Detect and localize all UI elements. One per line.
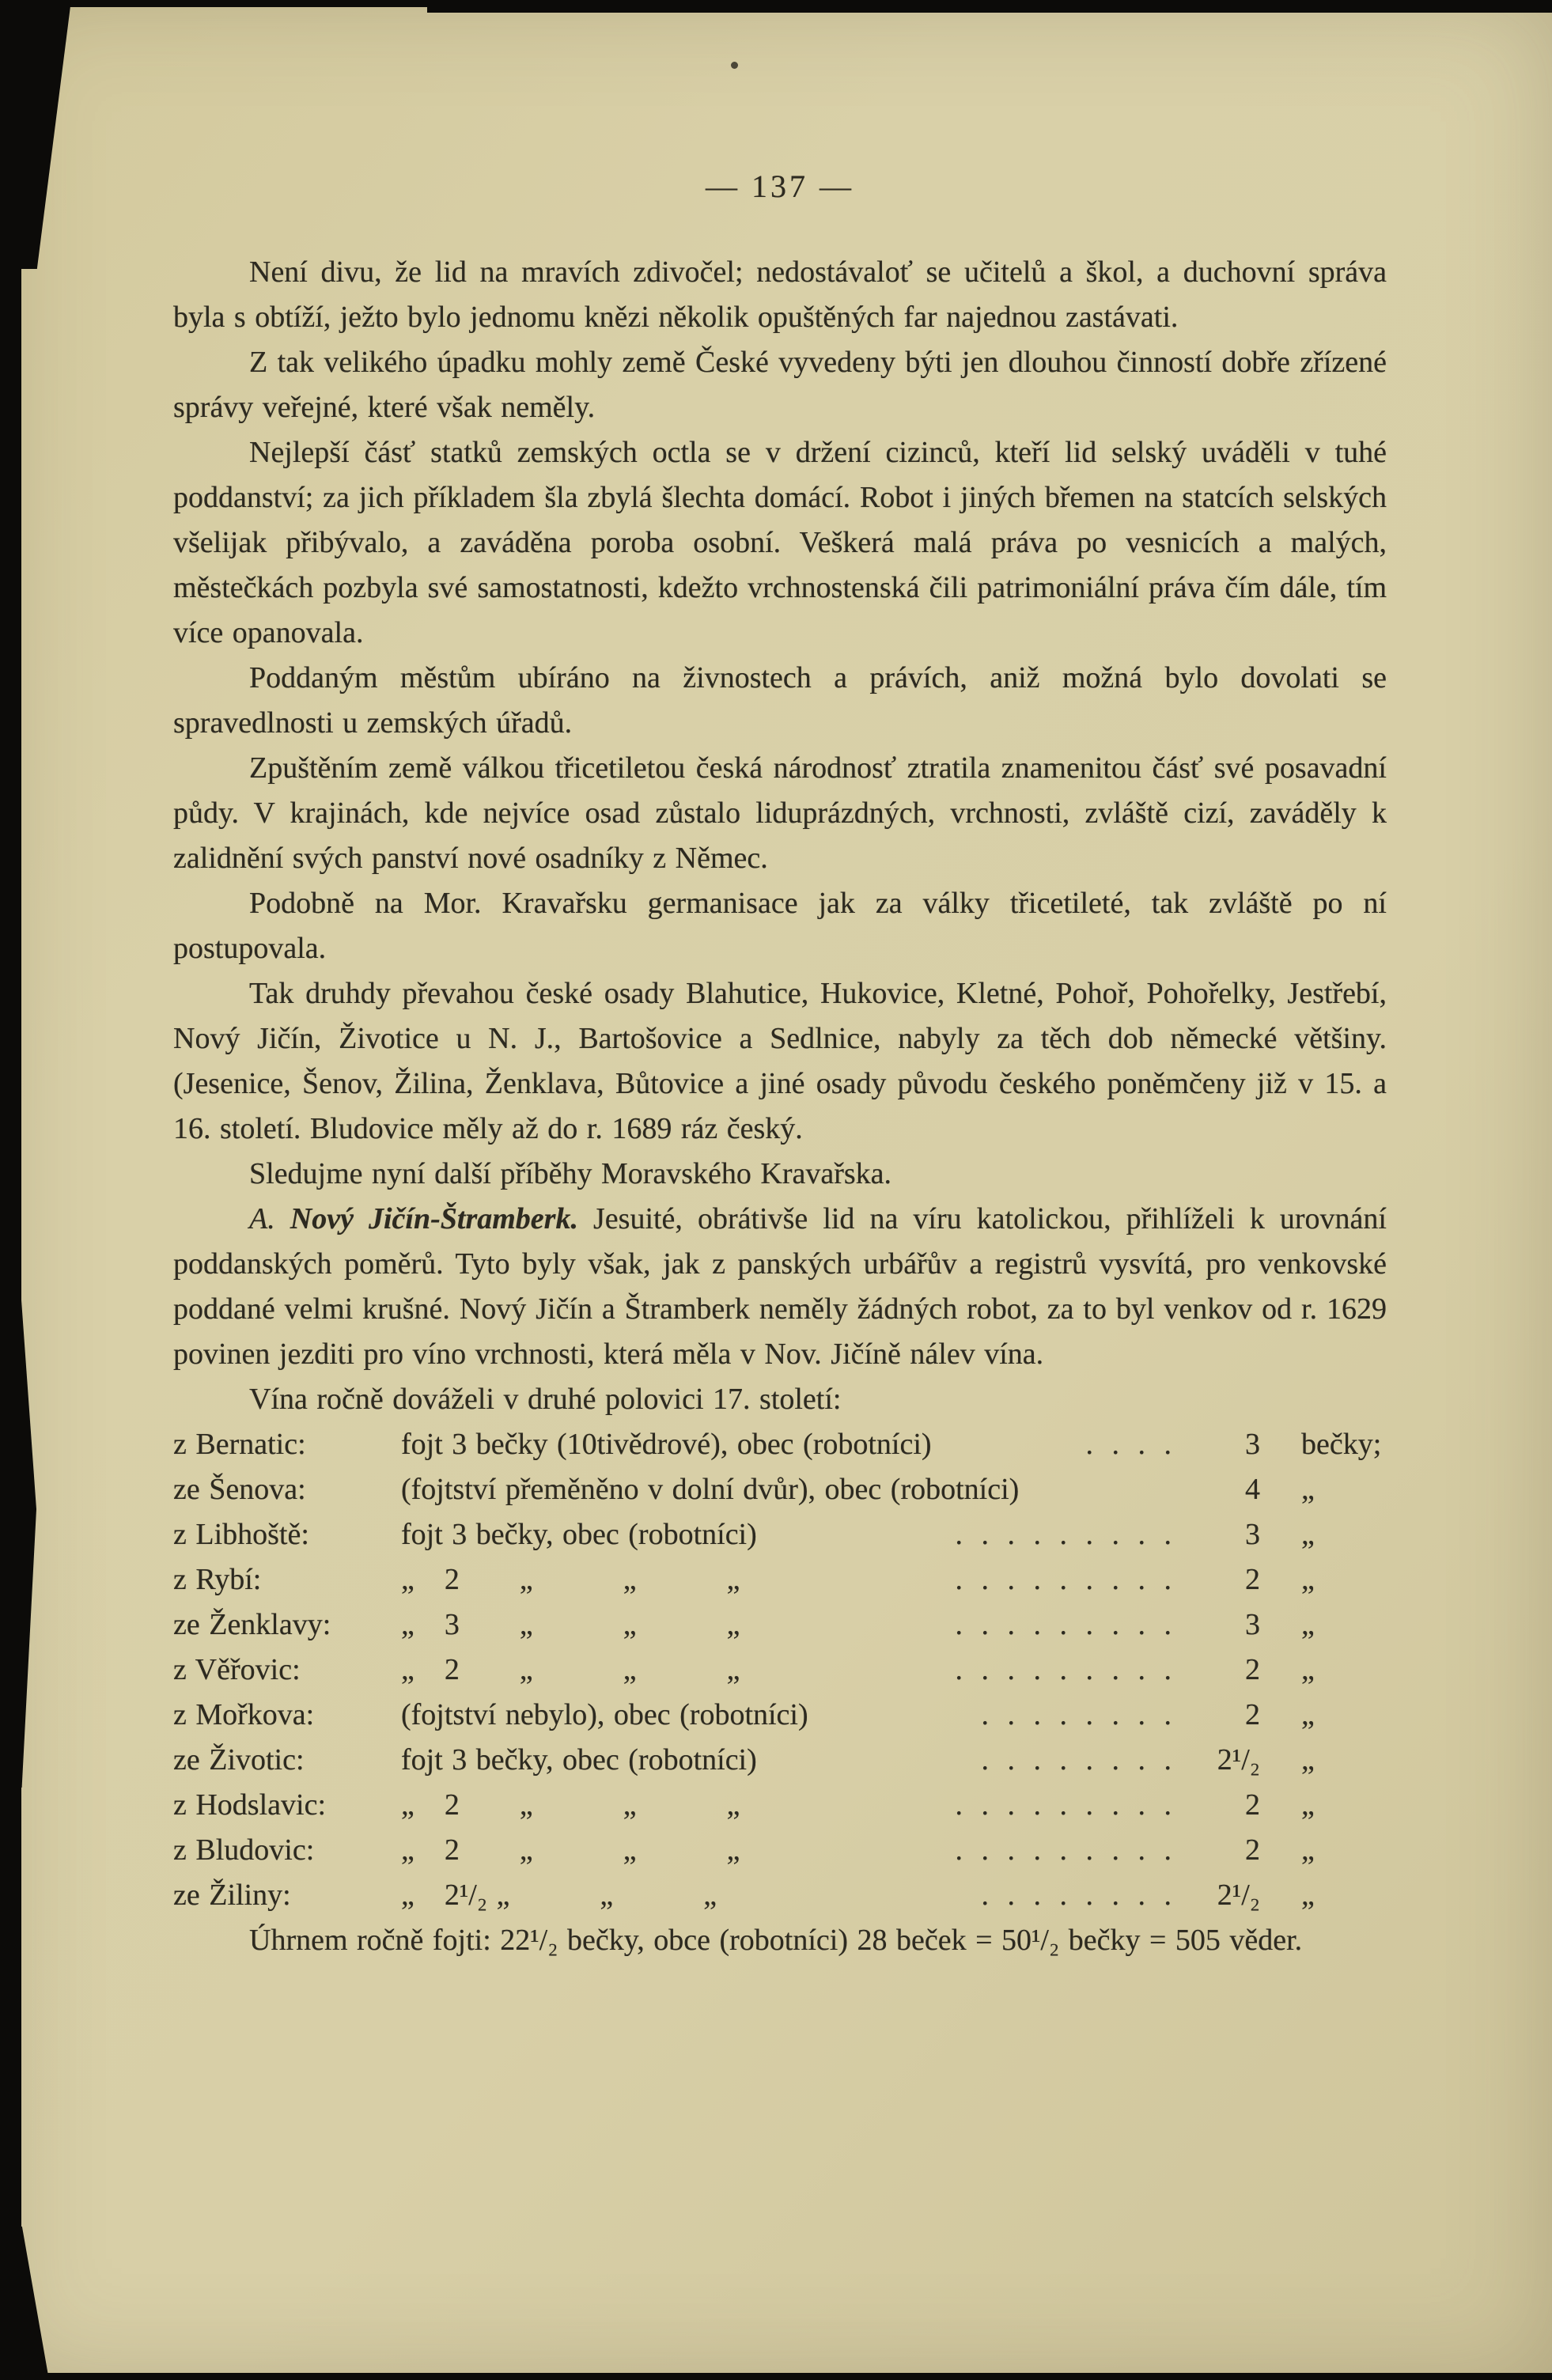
ink-speck <box>731 62 738 69</box>
wine-row-desc: fojt 3 bečky, obec (robotníci) <box>401 1518 757 1551</box>
wine-row-unit: „ <box>1301 1608 1315 1641</box>
wine-row-amount: 2 <box>1245 1563 1260 1596</box>
wine-row-desc: (fojtství přeměněno v dolní dvůr), obec (robotníci) <box>401 1473 1020 1506</box>
wine-row-unit: „ <box>1301 1788 1315 1822</box>
wine-row-amount: 3 <box>1245 1518 1260 1551</box>
wine-row-dots-leader: . . . . . . . . . <box>955 1563 1176 1596</box>
paragraph-2: Z tak velikého úpadku mohly země České vyvedeny býti jen dlouhou činností dobře zřízené správy veřejné, které však neměly. <box>173 346 1387 424</box>
wine-row-dots-leader: . . . . . . . . <box>981 1698 1176 1731</box>
wine-row-desc: fojt 3 bečky, obec (robotníci) <box>401 1743 757 1776</box>
wine-row-unit: „ <box>1301 1518 1315 1551</box>
wine-row-dots-leader: . . . . . . . . <box>981 1743 1176 1776</box>
scan-edge-left-middle <box>0 1281 36 1788</box>
wine-row-place: z Mořkova: <box>173 1698 315 1731</box>
wine-row-place: z Věřovic: <box>173 1653 301 1686</box>
wine-row-place: ze Šenova: <box>173 1473 306 1506</box>
wine-row <box>173 1738 1387 1783</box>
wine-row-place: z Bludovic: <box>173 1833 315 1867</box>
wine-row-place: ze Ženklavy: <box>173 1608 331 1641</box>
wine-row <box>173 1602 1387 1648</box>
wine-row-amount: 2 <box>1245 1788 1260 1822</box>
wine-row-unit: „ <box>1301 1743 1315 1776</box>
wine-row-amount: 2 <box>1245 1698 1260 1731</box>
wine-row <box>173 1467 1387 1512</box>
wine-list-intro: Vína ročně dováželi v druhé polovici 17. století: <box>249 1383 842 1416</box>
section-text: Jesuité, obrátivše lid na víru katolickou, přihlíželi k urovnání poddanských poměrů. Tyto byly však, jak z panských urbářův a registrů vysvítá, pro venkovské poddané velmi krušné. Nový Jičín a Štramberk neměly žádných robot, za to byl venkov od r. 1629 povinen jezditi pro víno vrchnosti, která měla v Nov. Jičíně nálev vína. <box>173 1202 1387 1371</box>
wine-row-unit: „ <box>1301 1563 1315 1596</box>
paragraph-5: Zpuštěním země válkou třicetiletou česká národnosť ztratila znamenitou čásť své posavadní půdy. V krajinách, kde nejvíce osad zůstalo liduprázdných, vrchnosti, zvláště cizí, zaváděly k zalidnění svých panství nové osadníky z Němec. <box>173 751 1387 875</box>
paragraph-4: Poddaným městům ubíráno na živnostech a právích, aniž možná bylo dovolati se spravedlnosti u zemských úřadů. <box>173 661 1387 740</box>
wine-row-desc: „ 2 „ „ „ <box>401 1653 740 1686</box>
wine-row-dots-leader: . . . . <box>1085 1428 1176 1461</box>
wine-row-desc: „ 2 „ „ „ <box>401 1563 740 1596</box>
wine-row-amount: 2¹/₂ <box>1217 1743 1260 1776</box>
wine-row-desc: (fojtství nebylo), obec (robotníci) <box>401 1698 808 1731</box>
paragraph-8: Sledujme nyní další příběhy Moravského Kravařska. <box>249 1157 892 1190</box>
paragraph-7: Tak druhdy převahou české osady Blahutice, Hukovice, Kletné, Pohoř, Pohořelky, Jestřebí, Nový Jičín, Životice u N. J., Bartošovice a Sedlnice, nabyly za těch dob německé většiny. (Jesenice, Šenov, Žilina, Ženklava, Bůtovice a jiné osady původu českého poněmčeny již v 15. a 16. století. Bludovice měly až do r. 1689 ráz český. <box>173 977 1387 1145</box>
section-heading-paragraph <box>173 1197 1387 1377</box>
scan-edge-top-right <box>427 0 1552 13</box>
wine-row-place: z Libhoště: <box>173 1518 309 1551</box>
scan-edge-left-top <box>0 0 71 269</box>
wine-row <box>173 1422 1387 1467</box>
scan-edge-left-bottom <box>0 2227 49 2380</box>
wine-row-amount: 2¹/₂ <box>1217 1879 1260 1912</box>
wine-row <box>173 1512 1387 1557</box>
page-number: — 137 — <box>706 168 854 204</box>
wine-row-unit: bečky; <box>1301 1428 1382 1461</box>
wine-row <box>173 1873 1387 1918</box>
wine-list-summary: Úhrnem ročně fojti: 22¹/₂ bečky, obce (robotníci) 28 beček = 50¹/₂ bečky = 505 věder. <box>249 1924 1303 1957</box>
wine-row-place: ze Žiliny: <box>173 1879 291 1912</box>
wine-row-place: z Rybí: <box>173 1563 262 1596</box>
wine-row-dots-leader: . . . . . . . . . <box>955 1653 1176 1686</box>
wine-row-desc: „ 2 „ „ „ <box>401 1833 740 1867</box>
wine-row-unit: „ <box>1301 1473 1315 1506</box>
wine-row-desc: „ 2 „ „ „ <box>401 1788 740 1822</box>
wine-row-amount: 2 <box>1245 1833 1260 1867</box>
wine-row-unit: „ <box>1301 1879 1315 1912</box>
paragraph-1: Není divu, že lid na mravích zdivočel; nedostávaloť se učitelů a škol, a duchovní správa byla s obtíží, ježto bylo jednomu knězi několik opuštěných far najednou zastávati. <box>173 255 1387 334</box>
scan-edge-bottom <box>0 2373 1552 2380</box>
section-letter: A. <box>249 1202 290 1235</box>
wine-row-unit: „ <box>1301 1698 1315 1731</box>
wine-row-dots-leader: . . . . . . . . . <box>955 1518 1176 1551</box>
wine-row-amount: 4 <box>1245 1473 1260 1506</box>
wine-row-unit: „ <box>1301 1653 1315 1686</box>
wine-row-desc: fojt 3 bečky (10tivědrové), obec (robotníci) <box>401 1428 932 1461</box>
wine-row-desc: „ 3 „ „ „ <box>401 1608 740 1641</box>
wine-row-place: z Bernatic: <box>173 1428 306 1461</box>
wine-row-dots-leader: . . . . . . . . . <box>955 1608 1176 1641</box>
wine-row <box>173 1783 1387 1828</box>
wine-row-place: ze Životic: <box>173 1743 305 1776</box>
wine-row <box>173 1693 1387 1738</box>
wine-row-dots-leader: . . . . . . . . <box>981 1879 1176 1912</box>
wine-list <box>173 1422 1387 1918</box>
paragraphs <box>173 250 1387 1197</box>
wine-row <box>173 1557 1387 1602</box>
wine-row-amount: 2 <box>1245 1653 1260 1686</box>
wine-row-dots-leader: . . . . . . . . . <box>955 1833 1176 1867</box>
paragraph-6: Podobně na Mor. Kravařsku germanisace jak za války třicetileté, tak zvláště po ní postupovala. <box>173 887 1387 965</box>
page-body <box>173 250 1387 1963</box>
wine-row-dots-leader: . . . . . . . . . <box>955 1788 1176 1822</box>
wine-row-amount: 3 <box>1245 1608 1260 1641</box>
wine-row-amount: 3 <box>1245 1428 1260 1461</box>
scan-edge-left <box>0 0 21 2380</box>
section-title: Nový Jičín-Štramberk. <box>290 1202 578 1235</box>
paragraph-3: Nejlepší čásť statků zemských octla se v držení cizinců, kteří lid selský uváděli v tuhé poddanství; za jich příkladem šla zbylá šlechta domácí. Robot i jiných břemen na statcích selských všelijak přibývalo, a zaváděna poroba osobní. Veškerá malá práva po vesnicích a malých, městečkách pozbyla své samostatnosti, kdežto vrchnostenská čili patrimoniální práva čím dále, tím více opanovala. <box>173 436 1387 649</box>
wine-row-desc: „ 2¹/₂ „ „ „ <box>401 1879 717 1912</box>
wine-row <box>173 1828 1387 1873</box>
wine-row <box>173 1648 1387 1693</box>
wine-row-unit: „ <box>1301 1833 1315 1867</box>
wine-row-place: z Hodslavic: <box>173 1788 327 1822</box>
